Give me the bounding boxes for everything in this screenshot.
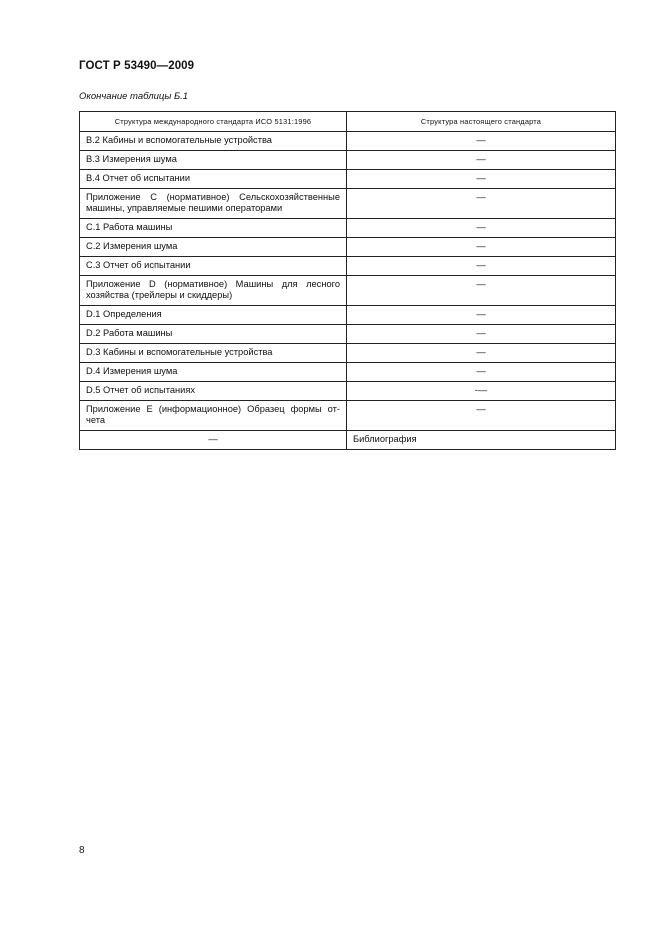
iso-cell: Приложение D (нормативное) Машины для лесного хозяйства (трейлеры и скиддеры) [80, 276, 347, 306]
table-row [80, 401, 616, 431]
iso-cell: C.3 Отчет об испытании [80, 257, 347, 276]
table-row [80, 306, 616, 325]
iso-cell: B.2 Кабины и вспомогательные устройства [80, 132, 347, 151]
national-cell: — [347, 344, 616, 363]
iso-cell: D.5 Отчет об испытаниях [80, 382, 347, 401]
table-row [80, 151, 616, 170]
table-row [80, 132, 616, 151]
iso-cell: C.1 Работа машины [80, 219, 347, 238]
iso-cell: C.2 Измерения шума [80, 238, 347, 257]
iso-cell: B.3 Измерения шума [80, 151, 347, 170]
iso-cell: — [80, 431, 347, 450]
table-row [80, 363, 616, 382]
table-row [80, 170, 616, 189]
national-cell: — [347, 401, 616, 431]
table-row [80, 257, 616, 276]
national-cell: — [347, 363, 616, 382]
iso-cell: B.4 Отчет об испытании [80, 170, 347, 189]
iso-cell: Приложение C (нормативное) Сельскохозяйственные машины, управляемые пешими операторами [80, 189, 347, 219]
national-cell: — [347, 276, 616, 306]
iso-cell: Приложение E (информационное) Образец формы от-чета [80, 401, 347, 431]
national-cell: — [347, 219, 616, 238]
national-cell: — [347, 132, 616, 151]
national-cell: — [347, 306, 616, 325]
national-cell: -— [347, 382, 616, 401]
iso-cell: D.2 Работа машины [80, 325, 347, 344]
national-cell: — [347, 257, 616, 276]
table-row [80, 344, 616, 363]
table-row [80, 382, 616, 401]
table-row [80, 189, 616, 219]
document-header: ГОСТ Р 53490—2009 [79, 60, 195, 72]
column-header-national: Структура настоящего стандарта [347, 112, 616, 132]
national-cell: Библиография [347, 431, 616, 450]
national-cell: — [347, 170, 616, 189]
table-row [80, 325, 616, 344]
table-caption: Окончание таблицы Б.1 [79, 91, 189, 102]
national-cell: — [347, 151, 616, 170]
table-header-row [80, 112, 616, 132]
table-row [80, 238, 616, 257]
page-number: 8 [79, 845, 85, 856]
national-cell: — [347, 189, 616, 219]
table-row [80, 431, 616, 450]
iso-cell: D.3 Кабины и вспомогательные устройства [80, 344, 347, 363]
column-header-iso: Структура международного стандарта ИСО 5131:1996 [80, 112, 347, 132]
table-row [80, 276, 616, 306]
iso-cell: D.4 Измерения шума [80, 363, 347, 382]
national-cell: — [347, 325, 616, 344]
national-cell: — [347, 238, 616, 257]
iso-cell: D.1 Определения [80, 306, 347, 325]
correspondence-table [79, 111, 616, 450]
table-row [80, 219, 616, 238]
